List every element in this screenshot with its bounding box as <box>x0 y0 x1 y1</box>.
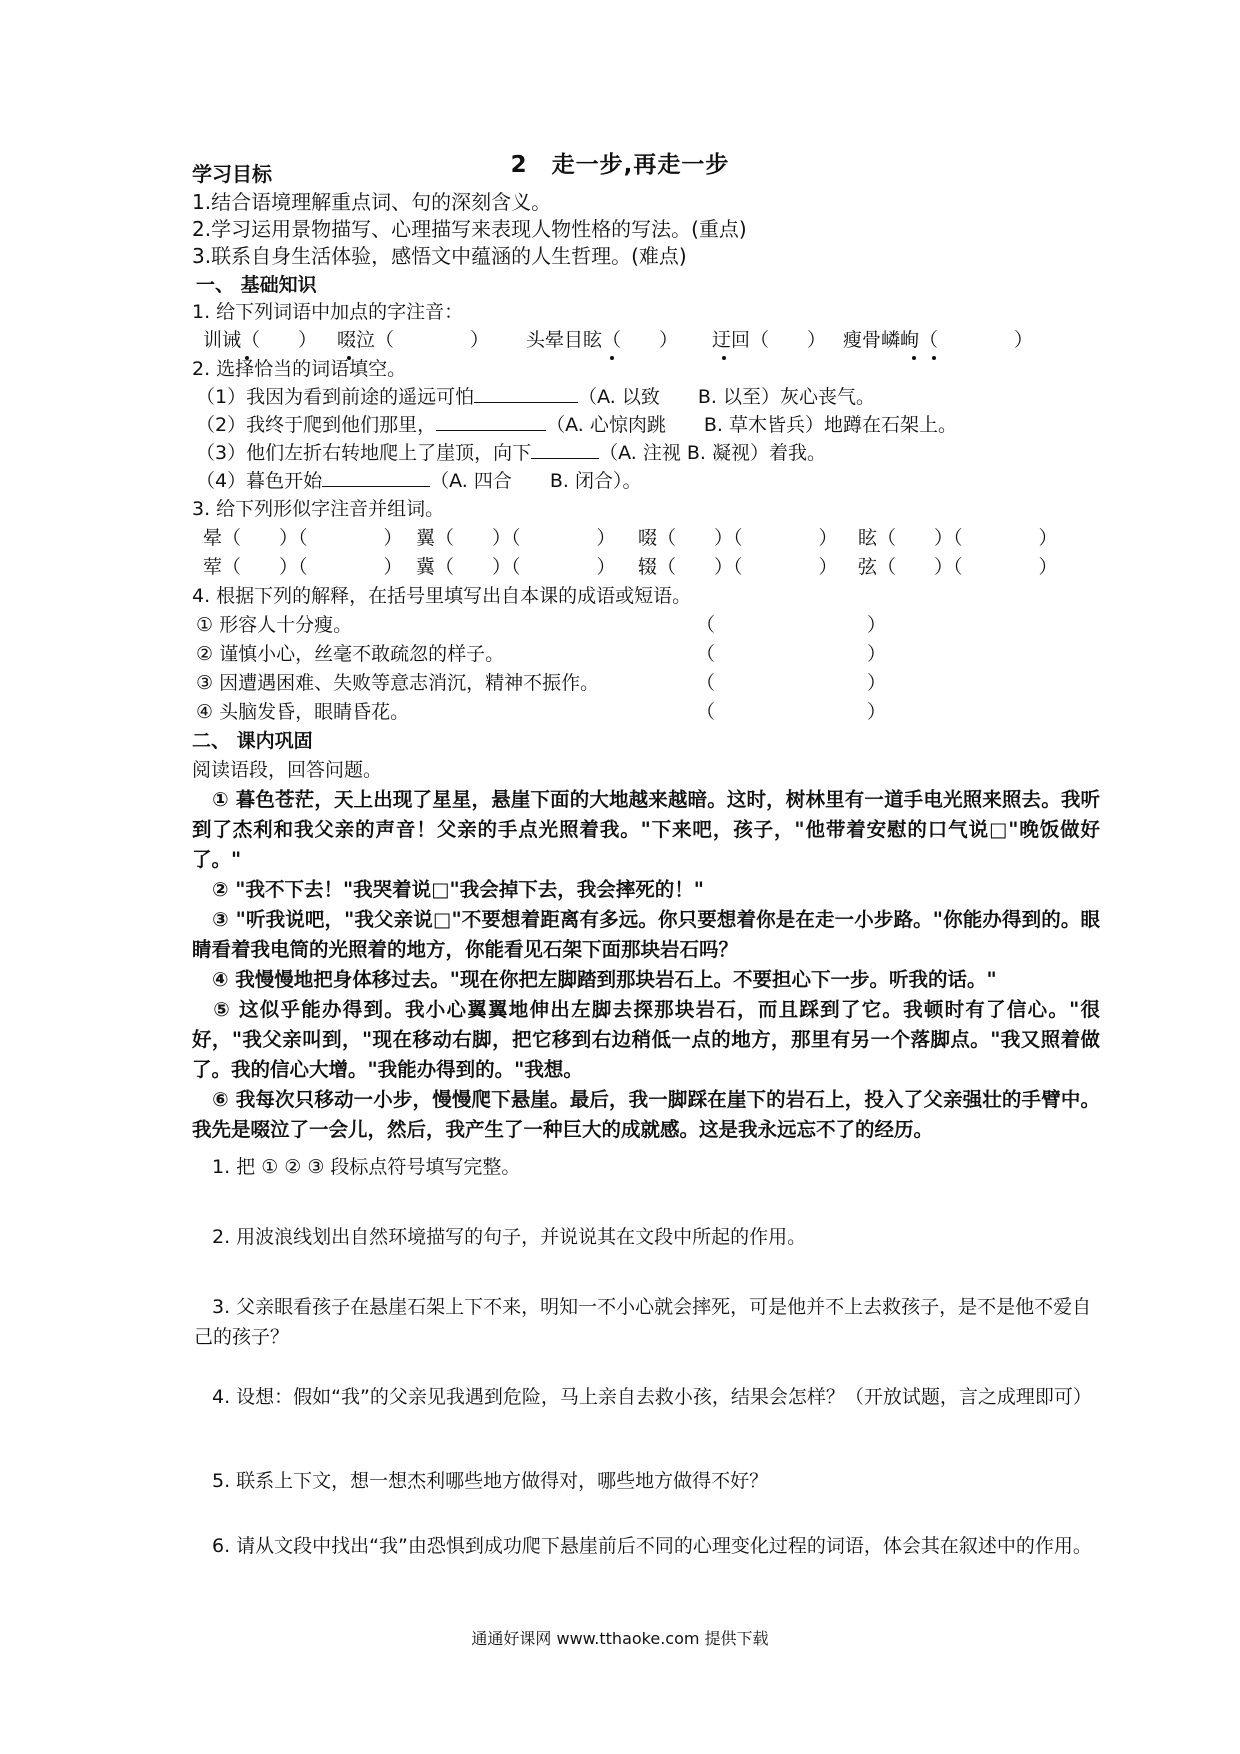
q1-word-2: 啜泣（ ） <box>337 329 490 351</box>
passage-paragraph-4: ④ 我慢慢地把身体移过去。"现在你把左脚踏到那块岩石上。不要担心下一步。听我的话。" <box>212 968 997 991</box>
blank-line[interactable] <box>531 440 599 459</box>
q3-cell: 翼（ ）（ ） <box>416 527 616 549</box>
goal-item: 3.联系自身生活体验，感悟文中蕴涵的人生哲理。(难点) <box>192 244 687 268</box>
q1-word-4: 迂回（ ） <box>712 329 827 351</box>
passage-paragraph-2: ② "我不下去！"我哭着说□"我会掉下去，我会摔死的！" <box>212 878 704 901</box>
goals-heading: 学习目标 <box>192 162 272 186</box>
q2-sentence-4: （4）暮色开始 （A. 四合 B. 闭合）。 <box>196 470 642 492</box>
passage-paragraph-3: ③ "听我说吧，"我父亲说□"不要想着距离有多远。你只要想着你是在走一小步路。"你能办得到的。眼睛看着我电筒的光照着的地方，你能看见石架下面那块岩石吗？ <box>192 908 1100 961</box>
q4-answer-paren[interactable]: （ ） <box>696 672 887 694</box>
blank-line[interactable] <box>322 468 430 487</box>
question-4: 4. 设想：假如“我”的父亲见我遇到危险，马上亲自去救小孩，结果会怎样？（开放试题，言之成理即可） <box>212 1386 1092 1408</box>
q2-prompt: 2. 选择恰当的词语填空。 <box>192 358 407 380</box>
emphasis-dot <box>932 356 936 360</box>
q3-cell: 晕（ ）（ ） <box>203 527 403 549</box>
blank-line[interactable] <box>436 412 546 431</box>
blank-line[interactable] <box>474 384 578 403</box>
q3-cell: 辍（ ）（ ） <box>638 556 838 578</box>
q4-item: ④ 头脑发昏，眼睛昏花。 <box>196 701 410 723</box>
q2-sentence-3: （3）他们左折右转地爬上了崖顶，向下 （A. 注视 B. 凝视）着我。 <box>196 442 826 464</box>
q2-sentence-2: （2）我终于爬到他们那里， （A. 心惊肉跳 B. 草木皆兵）地蹲在石架上。 <box>196 414 957 436</box>
passage-paragraph-1: ① 暮色苍茫，天上出现了星星，悬崖下面的大地越来越暗。这时，树林里有一道手电光照来照去。我听到了杰利和我父亲的声音！父亲的手点光照着我。"下来吧，孩子，"他带着安慰的口气说□"晚饭做好了。" <box>192 788 1100 871</box>
q4-item: ② 谨慎小心，丝毫不敢疏忽的样子。 <box>196 643 505 665</box>
question-6: 6. 请从文段中找出“我”由恐惧到成功爬下悬崖前后不同的心理变化过程的词语，体会其在叙述中的作用。 <box>212 1535 1092 1557</box>
goal-item: 1.结合语境理解重点词、句的深刻含义。 <box>192 190 552 214</box>
emphasis-dot <box>912 356 916 360</box>
emphasis-dot <box>722 356 726 360</box>
section2-heading: 二、 课内巩固 <box>192 730 313 752</box>
section2-intro: 阅读语段，回答问题。 <box>192 759 383 781</box>
q4-answer-paren[interactable]: （ ） <box>696 643 887 665</box>
question-1: 1. 把 ① ② ③ 段标点符号填写完整。 <box>212 1156 521 1178</box>
footer-credit: 通通好课网 www.tthaoke.com 提供下载 <box>471 1629 769 1648</box>
q4-item: ③ 因遭遇困难、失败等意志消沉，精神不振作。 <box>196 672 600 694</box>
q1-word-3: 头晕目眩（ ） <box>526 329 679 351</box>
emphasis-dot <box>610 356 614 360</box>
q4-prompt: 4. 根据下列的解释，在括号里填写出自本课的成语或短语。 <box>192 585 692 607</box>
q4-answer-paren[interactable]: （ ） <box>696 614 887 636</box>
q1-word-1: 训诫（ ） <box>203 329 318 351</box>
section1-heading: 一、 基础知识 <box>196 274 317 296</box>
goal-item: 2.学习运用景物描写、心理描写来表现人物性格的写法。(重点) <box>192 217 747 241</box>
passage-paragraph-5: ⑤ 这似乎能办得到。我小心翼翼地伸出左脚去探那块岩石，而且踩到了它。我顿时有了信心。"很好，"我父亲叫到，"现在移动右脚，把它移到右边稍低一点的地方，那里有另一个落脚点。"我又照着做了。我的信心大增。"我能办得到的。"我想。 <box>192 998 1100 1081</box>
q1-word-5: 瘦骨嶙峋（ ） <box>843 329 1034 351</box>
q3-prompt: 3. 给下列形似字注音并组词。 <box>192 498 445 520</box>
q3-cell: 荤（ ）（ ） <box>203 556 403 578</box>
q1-prompt: 1. 给下列词语中加点的字注音： <box>192 301 464 323</box>
q4-answer-paren[interactable]: （ ） <box>696 701 887 723</box>
question-3: 3. 父亲眼看孩子在悬崖石架上下不来，明知一不小心就会摔死，可是他并不上去救孩子，是不是他不爱自己的孩子？ <box>194 1296 1092 1348</box>
q3-cell: 眩（ ）（ ） <box>858 527 1058 549</box>
page-title: 2 走一步,再走一步 <box>510 152 730 178</box>
question-5: 5. 联系上下文，想一想杰利哪些地方做得对，哪些地方做得不好？ <box>212 1470 769 1492</box>
q4-item: ① 形容人十分瘦。 <box>196 614 353 636</box>
q3-cell: 弦（ ）（ ） <box>858 556 1058 578</box>
q2-sentence-1: （1）我因为看到前途的遥远可怕 （A. 以致 B. 以至）灰心丧气。 <box>196 386 875 408</box>
passage-paragraph-6: ⑥ 我每次只移动一小步，慢慢爬下悬崖。最后，我一脚踩在崖下的岩石上，投入了父亲强壮的手臂中。我先是啜泣了一会儿，然后，我产生了一种巨大的成就感。这是我永远忘不了的经历。 <box>192 1088 1100 1141</box>
question-2: 2. 用波浪线划出自然环境描写的句子，并说说其在文段中所起的作用。 <box>212 1226 807 1248</box>
q3-cell: 啜（ ）（ ） <box>638 527 838 549</box>
q3-cell: 冀（ ）（ ） <box>416 556 616 578</box>
